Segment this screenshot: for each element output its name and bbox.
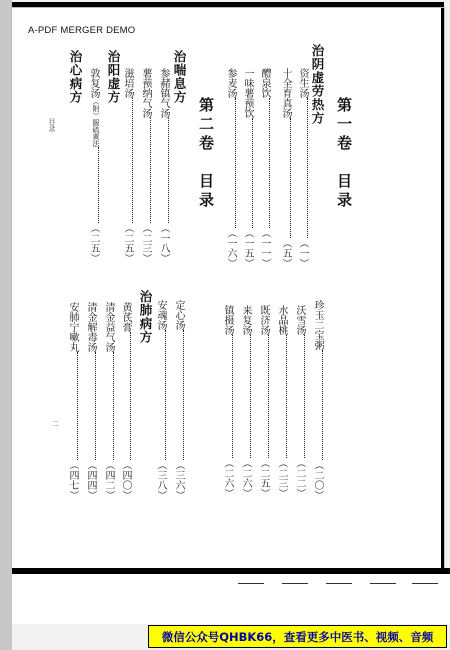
toc-entry — [222, 305, 233, 498]
toc-entry — [158, 68, 169, 263]
toc-entry-page: （四四） — [85, 460, 96, 500]
toc-entry-label: 定心汤 — [173, 300, 184, 330]
toc-entry-label: 镇摄汤 — [222, 305, 233, 335]
toc-entry — [242, 68, 253, 268]
toc-entry-label: 珍玉二宝粥 — [312, 300, 323, 350]
page-right-border — [441, 8, 444, 568]
toc-entry-label: 十全育真汤 — [280, 68, 291, 118]
toc-entry-page: （二三） — [276, 458, 287, 498]
toc-entry-page: （二五） — [88, 223, 99, 263]
toc-entry-page: （二三） — [140, 223, 151, 263]
toc-entry-label: 黄芪膏 — [120, 302, 131, 332]
section-heading-yang-xu: 治阳虚方 — [106, 50, 121, 104]
section-heading-chuan-xi: 治喘息方 — [172, 50, 187, 104]
toc-entry-page: （三六） — [173, 460, 184, 500]
toc-entry-page: （四七） — [67, 460, 78, 500]
toc-entry-page: （一六） — [225, 228, 236, 268]
toc-entry-label: 参麦汤 — [225, 68, 236, 98]
page-top-rule — [12, 2, 444, 7]
section-heading-fei-bing: 治肺病方 — [138, 290, 153, 344]
pdf-demo-title: A-PDF MERGER DEMO — [28, 25, 136, 36]
toc-entry — [225, 68, 236, 268]
toc-entry-page: （一一） — [259, 228, 270, 268]
toc-entry-label: 来复汤 — [240, 305, 251, 335]
toc-entry-page: （五） — [280, 238, 291, 268]
toc-entry-page: （一八） — [158, 223, 169, 263]
toc-entry — [67, 302, 78, 500]
toc-entry-label: 敦复汤 — [88, 68, 99, 98]
next-page-rule — [370, 583, 396, 584]
toc-entry-label: 安肺宁嗽丸 — [67, 302, 78, 352]
toc-entry — [122, 68, 133, 263]
toc-entry — [280, 68, 291, 268]
toc-entry — [240, 305, 251, 498]
toc-entry-page: （三八） — [155, 460, 166, 500]
toc-entry — [294, 305, 305, 498]
section-heading-xin-bing: 治心病方 — [68, 50, 83, 104]
toc-entry — [312, 300, 323, 500]
toc-entry — [276, 305, 287, 498]
toc-entry-label: 资生汤 — [297, 68, 308, 98]
toc-entry — [297, 68, 308, 268]
next-page-rule — [238, 583, 264, 584]
toc-entry-label: 一味薯蓣饮 — [242, 68, 253, 118]
next-page-rule — [282, 583, 308, 584]
watermark-banner: 微信公众号QHBK66，查看更多中医书、视频、音频 — [148, 625, 447, 648]
toc-entry — [103, 302, 114, 500]
toc-entry — [258, 305, 269, 498]
toc-entry-page: （二〇） — [312, 460, 323, 500]
toc-entry — [120, 302, 131, 500]
toc-entry-label: 沃雪汤 — [294, 305, 305, 335]
next-page-preview — [12, 574, 450, 624]
toc-entry-label: 参赭镇气汤 — [158, 68, 169, 118]
next-page-rule — [326, 583, 352, 584]
toc-entry-label: 滋培汤 — [122, 68, 133, 98]
margin-note: 目录 — [48, 118, 56, 132]
toc-entry-label: 醴泉饮 — [259, 68, 270, 98]
toc-entry — [173, 300, 184, 500]
margin-page-number: 二 — [51, 420, 59, 427]
volume-1-title: 第一卷 目录 — [335, 97, 353, 211]
volume-2-title: 第二卷 目录 — [197, 97, 215, 211]
toc-entry-label: 清金益气汤 — [103, 302, 114, 352]
toc-entry-page: （一） — [297, 238, 308, 268]
toc-entry-page: （二六） — [240, 458, 251, 498]
next-page-rule — [412, 583, 438, 584]
toc-entry-page: （二五） — [122, 223, 133, 263]
toc-entry-page: （二六） — [222, 458, 233, 498]
toc-entry — [85, 302, 96, 500]
viewer-left-bar — [0, 0, 12, 650]
toc-entry-label: 清金解毒汤 — [85, 302, 96, 352]
toc-entry-page: （二五） — [258, 458, 269, 498]
toc-entry — [259, 68, 270, 268]
section-heading-yin-xu: 治阴虚劳热方 — [310, 44, 325, 125]
toc-entry-label: 水晶桃 — [276, 305, 287, 335]
toc-entry-label: 既济汤 — [258, 305, 269, 335]
toc-entry — [155, 300, 166, 500]
toc-entry-label: 安魂汤 — [155, 300, 166, 330]
toc-entry — [88, 68, 99, 263]
toc-entry-label: 薯蓣纳气汤 — [140, 68, 151, 118]
toc-entry — [140, 68, 151, 263]
toc-entry-page: （四〇） — [120, 460, 131, 500]
toc-entry-page: （二二） — [294, 458, 305, 498]
toc-entry-page: （四二） — [103, 460, 114, 500]
toc-entry-page: （一五） — [242, 228, 253, 268]
toc-entry-sub: （附）服硫黄法 — [92, 98, 100, 147]
